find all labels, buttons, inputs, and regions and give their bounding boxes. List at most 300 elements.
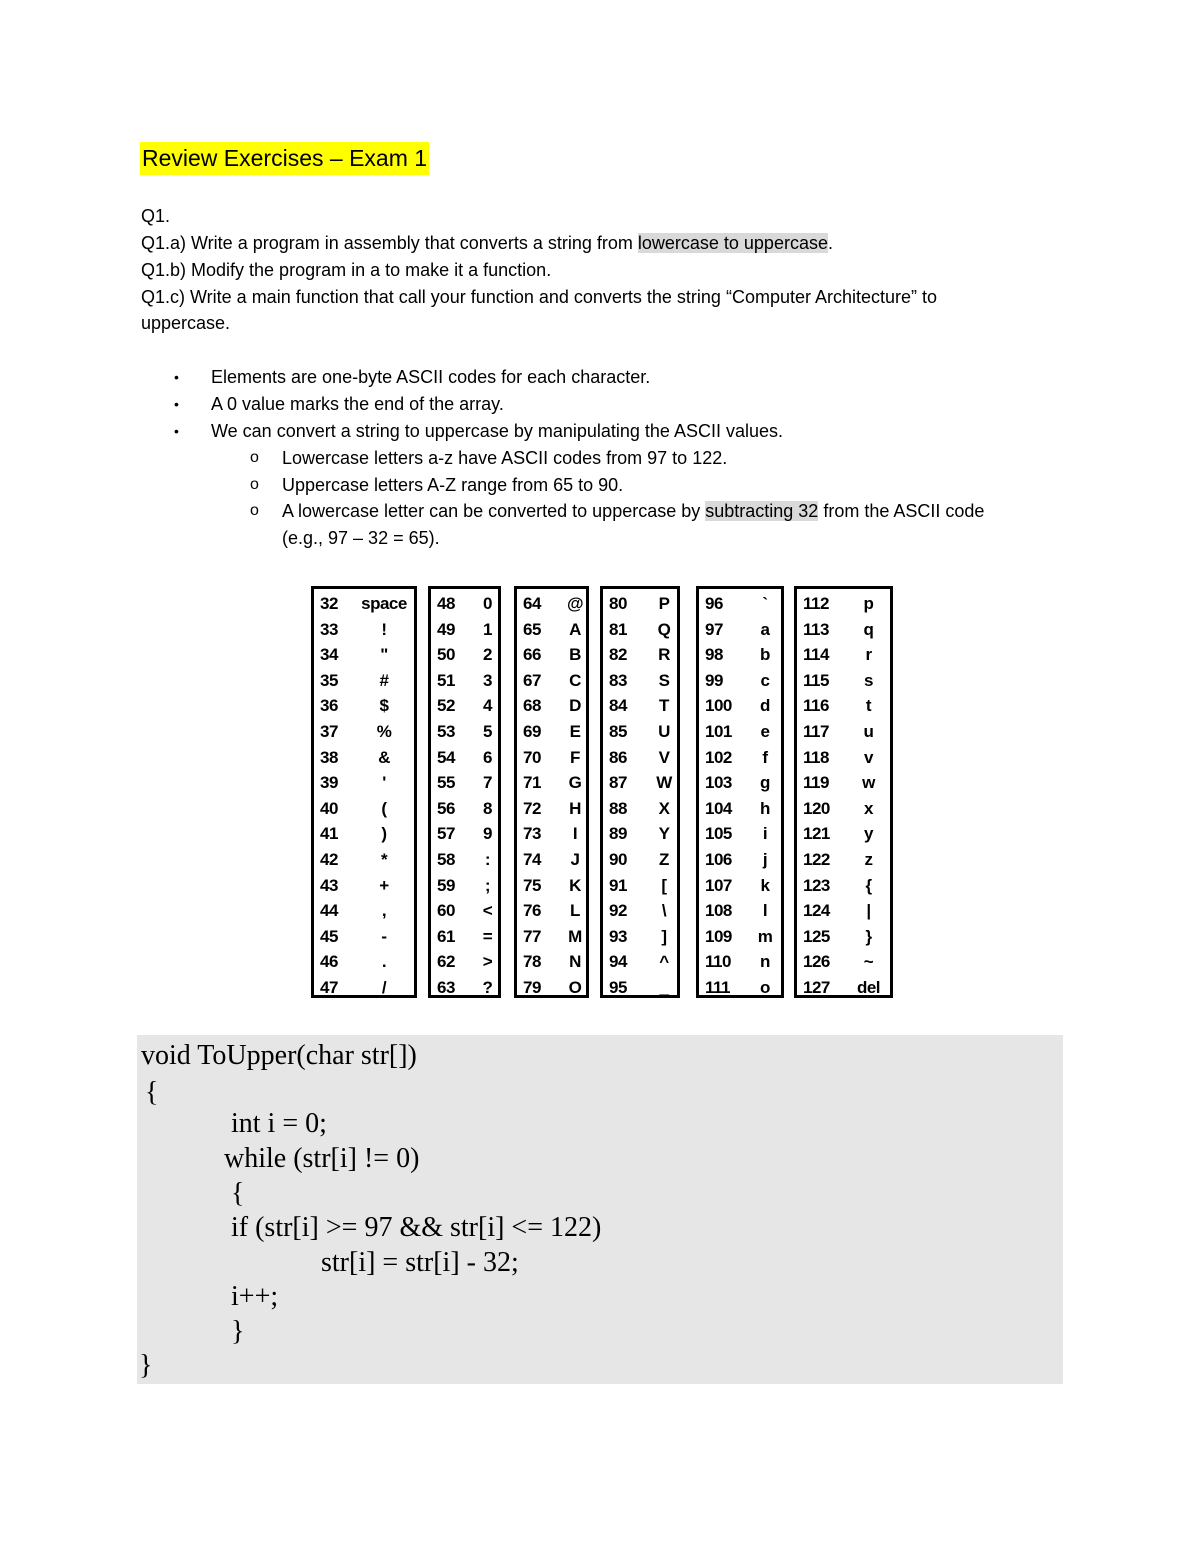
ascii-char: 8 [483,798,492,818]
ascii-char: , [381,901,387,921]
ascii-row [314,924,414,950]
code-line: while (str[i] != 0) [224,1143,420,1174]
ascii-row [431,796,498,822]
ascii-char: . [381,952,387,972]
ascii-code: 92 [609,901,627,921]
ascii-code: 64 [523,594,541,613]
ascii-code: 88 [609,798,627,818]
ascii-row [314,591,414,617]
ascii-char: R [658,645,670,665]
ascii-code: 111 [705,978,730,997]
ascii-row [603,949,677,975]
q1c-text-line1: Q1.c) Write a main function that call your function and converts the string “Computer Architecture” to [141,287,938,307]
ascii-char: - [381,926,387,946]
ascii-code: 56 [437,798,455,818]
ascii-char: z [864,850,873,869]
ascii-row [517,873,586,899]
ascii-code: 43 [320,875,338,895]
ascii-char: del [856,978,881,997]
ascii-char: V [658,747,670,767]
ascii-row [699,693,781,719]
ascii-code: 113 [803,619,829,639]
ascii-row [431,745,498,771]
ascii-char: 1 [483,619,492,639]
ascii-char: e [760,722,770,741]
ascii-code: 105 [705,824,732,844]
q1a-pre: Q1.a) Write a program in assembly that converts a string from [141,233,638,253]
ascii-row [603,642,677,668]
ascii-char: x [864,798,873,818]
ascii-char: ] [661,926,667,946]
ascii-row [517,719,586,745]
ascii-code: 53 [437,722,455,741]
ascii-char: " [380,645,388,665]
ascii-char: I [572,824,578,844]
ascii-code: 34 [320,645,338,665]
code-line: i++; [231,1281,279,1312]
page-title: Review Exercises – Exam 1 [140,142,429,175]
ascii-row [603,591,677,617]
ascii-row [517,591,586,617]
ascii-row [314,770,414,796]
ascii-char: F [570,747,580,767]
ascii-code: 49 [437,619,455,639]
bullet-icon: • [174,396,179,412]
ascii-row [797,745,890,771]
ascii-code: 91 [609,875,627,895]
q1a-post: . [827,233,833,253]
ascii-char: Q [657,619,671,639]
ascii-code: 78 [523,952,541,972]
code-line: void ToUpper(char str[]) [141,1040,417,1071]
ascii-row [797,796,890,822]
ascii-row [603,847,677,873]
ascii-char: P [658,594,670,613]
ascii-char: b [760,645,770,665]
ascii-code: 38 [320,747,338,767]
ascii-char: w [862,773,875,793]
ascii-row [431,719,498,745]
ascii-char: 2 [483,645,492,665]
ascii-row [797,898,890,924]
ascii-row [314,668,414,694]
ascii-row [603,693,677,719]
sub-bullet-icon: o [250,476,259,493]
ascii-row [797,668,890,694]
ascii-char: < [482,901,493,921]
ascii-code: 61 [437,926,455,946]
ascii-code: 99 [705,670,723,690]
ascii-code: 39 [320,773,338,793]
q1a-highlight: lowercase to uppercase [637,233,828,253]
ascii-char: O [568,978,582,997]
sub-bullet-icon: o [250,502,259,519]
ascii-code: 114 [803,645,829,665]
ascii-row [517,693,586,719]
ascii-char: ( [381,798,387,818]
ascii-code: 82 [609,645,627,665]
ascii-row [699,949,781,975]
ascii-code: 125 [803,926,830,946]
ascii-code: 89 [609,824,627,844]
bullet-item: A 0 value marks the end of the array. [211,394,504,414]
code-line: { [145,1077,159,1108]
ascii-row [314,821,414,847]
ascii-row [517,796,586,822]
ascii-code: 57 [437,824,455,844]
ascii-code: 107 [705,875,732,895]
ascii-code: 51 [437,670,455,690]
ascii-code: 95 [609,978,627,997]
ascii-char: N [569,952,581,972]
ascii-char: \ [661,901,667,921]
q1b-text: Q1.b) Modify the program in a to make it a function. [141,260,552,280]
ascii-code: 116 [803,696,829,716]
ascii-code: 122 [803,850,830,869]
ascii-row [431,924,498,950]
ascii-char: $ [379,696,389,716]
ascii-code: 79 [523,978,541,997]
ascii-code: 54 [437,747,455,767]
ascii-code: 48 [437,594,455,613]
ascii-char: 6 [483,747,492,767]
code-line: int i = 0; [231,1108,327,1139]
ascii-char: ) [381,824,387,844]
ascii-row [603,975,677,1001]
ascii-column [514,586,589,998]
ascii-char: space [361,594,407,613]
ascii-char: ; [484,875,491,895]
ascii-row [517,745,586,771]
ascii-char: v [864,747,873,767]
ascii-code: 80 [609,594,627,613]
ascii-row [314,796,414,822]
ascii-row [431,873,498,899]
ascii-row [314,975,414,1001]
ascii-row [603,770,677,796]
ascii-char: g [760,773,770,793]
ascii-code: 44 [320,901,338,921]
ascii-row [517,975,586,1001]
ascii-code: 45 [320,926,338,946]
code-line: if (str[i] >= 97 && str[i] <= 122) [231,1212,602,1243]
ascii-char: G [568,773,582,793]
ascii-row [431,693,498,719]
ascii-row [603,796,677,822]
ascii-code: 94 [609,952,627,972]
ascii-code: 87 [609,773,627,793]
ascii-row [699,898,781,924]
ascii-char: h [760,798,770,818]
bullet-icon: • [174,369,179,385]
ascii-char: q [863,619,874,639]
sub-bullet-item: Uppercase letters A-Z range from 65 to 90. [282,475,624,495]
ascii-char: @ [566,594,584,613]
ascii-char: U [658,722,670,741]
ascii-char: > [482,952,493,972]
ascii-char: M [568,926,582,946]
ascii-code: 67 [523,670,541,690]
ascii-row [699,873,781,899]
ascii-code: 86 [609,747,627,767]
ascii-code: 98 [705,645,723,665]
ascii-row [797,591,890,617]
ascii-code: 55 [437,773,455,793]
ascii-row [699,617,781,643]
ascii-char: p [863,594,874,613]
ascii-code: 103 [705,773,732,793]
ascii-row [699,821,781,847]
sub-bullet-pre: A lowercase letter can be converted to uppercase by [282,501,706,521]
ascii-code: 60 [437,901,455,921]
ascii-char: ^ [659,952,669,972]
ascii-code: 70 [523,747,541,767]
ascii-char: # [379,670,389,690]
ascii-row [431,668,498,694]
ascii-row [603,719,677,745]
ascii-row [431,617,498,643]
ascii-char: % [376,722,392,741]
ascii-row [517,821,586,847]
sub-bullet-icon: o [250,449,259,466]
ascii-row [603,668,677,694]
ascii-row [797,719,890,745]
q1a-text [141,230,833,256]
ascii-code: 75 [523,875,541,895]
ascii-char: i [762,824,768,844]
ascii-char: 7 [483,773,492,793]
ascii-code: 109 [705,926,732,946]
ascii-char: * [380,850,388,869]
ascii-row [699,796,781,822]
ascii-column [428,586,501,998]
ascii-code: 62 [437,952,455,972]
ascii-char: B [569,645,581,665]
ascii-code: 108 [705,901,732,921]
ascii-row [517,617,586,643]
ascii-code: 33 [320,619,338,639]
ascii-char: k [760,875,770,895]
ascii-row [431,847,498,873]
ascii-row [699,642,781,668]
ascii-char: t [865,696,872,716]
ascii-row [797,642,890,668]
ascii-code: 32 [320,594,338,613]
ascii-char: Z [659,850,669,869]
ascii-char: S [658,670,670,690]
ascii-row [797,821,890,847]
ascii-row [699,847,781,873]
ascii-code: 101 [705,722,732,741]
ascii-char: ~ [863,952,874,972]
ascii-code: 102 [705,747,732,767]
ascii-code: 106 [705,850,732,869]
ascii-char: A [569,619,581,639]
ascii-row [517,668,586,694]
ascii-char: f [762,747,768,767]
ascii-row [314,873,414,899]
ascii-char: = [482,926,493,946]
ascii-row [797,693,890,719]
ascii-code: 104 [705,798,732,818]
ascii-char: c [760,670,770,690]
ascii-char: ? [482,978,493,997]
ascii-row [314,898,414,924]
ascii-code: 81 [609,619,627,639]
ascii-code: 124 [803,901,830,921]
ascii-code: 42 [320,850,338,869]
ascii-row [603,617,677,643]
ascii-char: Y [658,824,670,844]
ascii-code: 127 [803,978,830,997]
ascii-row [517,770,586,796]
ascii-char: u [863,722,874,741]
ascii-row [797,873,890,899]
ascii-row [603,745,677,771]
ascii-code: 63 [437,978,455,997]
ascii-row [797,617,890,643]
sub-bullet-highlight: subtracting 32 [705,501,819,521]
ascii-row [314,847,414,873]
ascii-row [517,642,586,668]
ascii-char: _ [659,978,669,997]
ascii-char: } [865,926,872,946]
ascii-code: 110 [705,952,731,972]
ascii-char: H [569,798,581,818]
ascii-code: 36 [320,696,338,716]
ascii-code: 93 [609,926,627,946]
ascii-code: 100 [705,696,732,716]
bullet-item: We can convert a string to uppercase by manipulating the ASCII values. [211,421,783,441]
ascii-row [699,924,781,950]
ascii-row [517,949,586,975]
ascii-char: X [658,798,670,818]
ascii-row [431,949,498,975]
ascii-column [696,586,784,998]
ascii-row [517,847,586,873]
ascii-code: 118 [803,747,829,767]
ascii-row [699,975,781,1001]
ascii-char: C [569,670,581,690]
code-line: str[i] = str[i] - 32; [321,1247,519,1278]
ascii-row [431,591,498,617]
ascii-row [603,924,677,950]
ascii-char: j [762,850,768,869]
ascii-row [699,591,781,617]
ascii-char: 0 [483,594,492,613]
ascii-char: l [762,901,768,921]
sub-bullet-item [282,498,984,524]
sub-bullet-post: from the ASCII code [818,501,985,521]
ascii-char: 3 [483,670,492,690]
ascii-code: 84 [609,696,627,716]
ascii-code: 123 [803,875,830,895]
ascii-char: s [864,670,873,690]
ascii-row [314,617,414,643]
ascii-code: 97 [705,619,723,639]
q1-heading: Q1. [141,206,171,226]
ascii-row [699,668,781,694]
ascii-char: a [760,619,770,639]
ascii-code: 90 [609,850,627,869]
ascii-code: 126 [803,952,830,972]
ascii-row [517,924,586,950]
ascii-char: : [484,850,491,869]
ascii-row [314,642,414,668]
code-line: } [231,1316,245,1347]
ascii-row [603,898,677,924]
ascii-row [517,898,586,924]
ascii-code: 47 [320,978,338,997]
ascii-char: [ [661,875,667,895]
ascii-code: 52 [437,696,455,716]
ascii-code: 71 [523,773,541,793]
ascii-char: ' [382,773,386,793]
ascii-code: 65 [523,619,541,639]
ascii-row [603,873,677,899]
ascii-code: 50 [437,645,455,665]
ascii-code: 121 [803,824,830,844]
ascii-char: r [865,645,872,665]
ascii-code: 85 [609,722,627,741]
ascii-code: 83 [609,670,627,690]
ascii-char: + [379,875,389,895]
ascii-row [603,821,677,847]
ascii-row [797,770,890,796]
ascii-code: 68 [523,696,541,716]
ascii-code: 96 [705,594,723,613]
ascii-row [431,770,498,796]
ascii-char: ` [762,594,768,613]
ascii-char: 5 [483,722,492,741]
ascii-code: 40 [320,798,338,818]
ascii-char: { [865,875,872,895]
bullet-icon: • [174,423,179,439]
ascii-char: K [569,875,581,895]
ascii-code: 59 [437,875,455,895]
ascii-code: 58 [437,850,455,869]
ascii-row [314,745,414,771]
ascii-char: D [569,696,581,716]
ascii-row [699,719,781,745]
ascii-row [797,949,890,975]
ascii-row [314,719,414,745]
ascii-row [699,770,781,796]
q1c-text-line2: uppercase. [141,313,231,333]
ascii-code: 72 [523,798,541,818]
ascii-column [600,586,680,998]
ascii-row [797,924,890,950]
sub-bullet-item-line2: (e.g., 97 – 32 = 65). [282,528,440,548]
ascii-code: 46 [320,952,338,972]
ascii-row [797,847,890,873]
bullet-item: Elements are one-byte ASCII codes for each character. [211,367,651,387]
ascii-code: 76 [523,901,541,921]
ascii-row [314,693,414,719]
ascii-char: 9 [483,824,492,844]
ascii-char: o [760,978,770,997]
ascii-column [794,586,893,998]
ascii-code: 112 [803,594,829,613]
ascii-char: n [760,952,770,972]
ascii-code: 37 [320,722,338,741]
ascii-row [431,642,498,668]
code-block [137,1035,1063,1384]
ascii-char: d [760,696,770,716]
ascii-code: 74 [523,850,541,869]
ascii-char: m [757,926,773,946]
ascii-column [311,586,417,998]
